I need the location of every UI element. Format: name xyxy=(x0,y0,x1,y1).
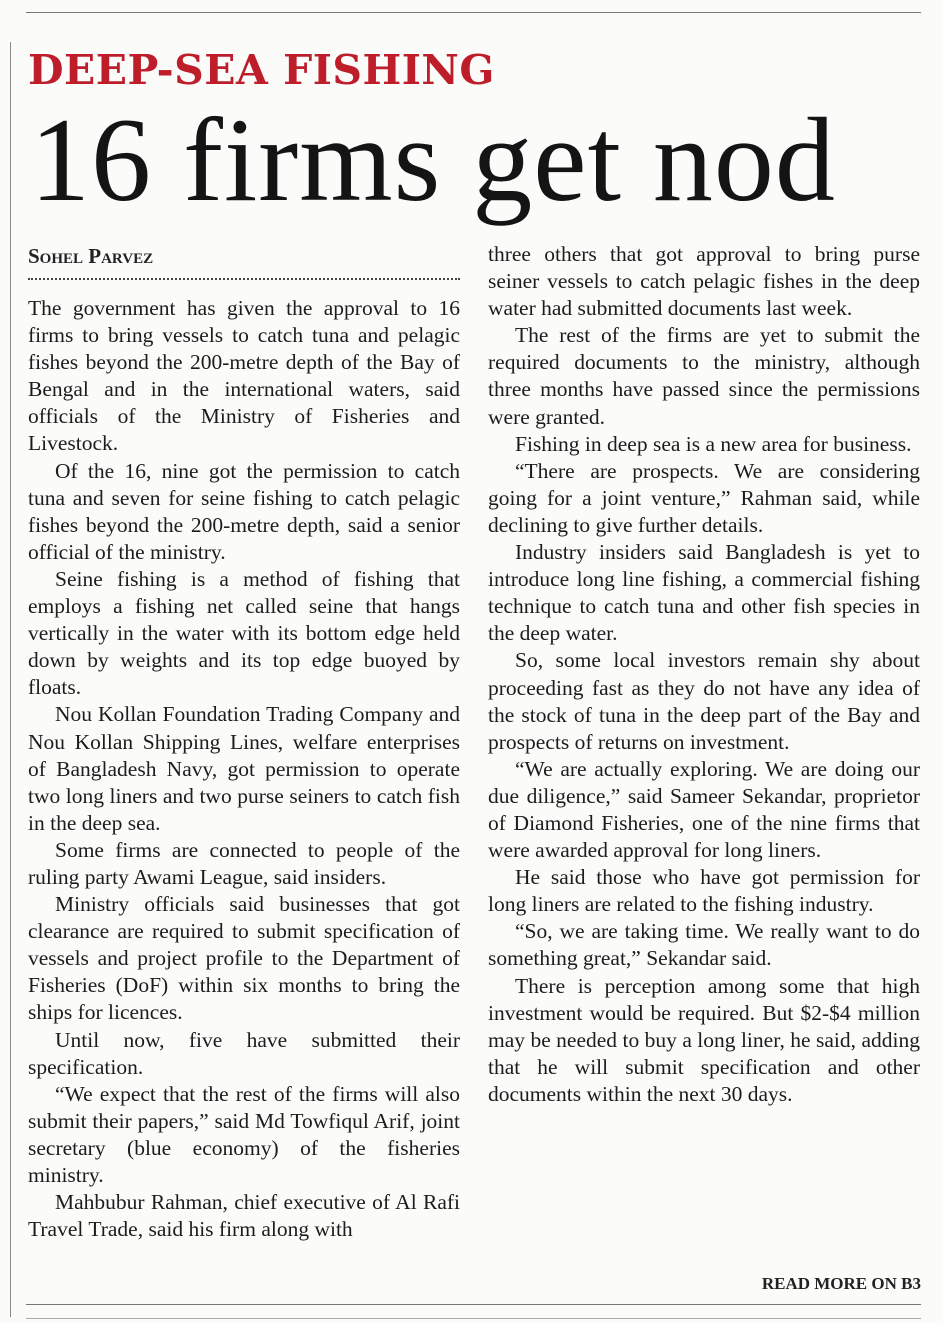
paragraph: “So, we are taking time. We really want to do something great,” Sekandar said. xyxy=(488,919,920,971)
bottom-rule-outer xyxy=(26,1318,921,1319)
paragraph: There is perception among some that high investment would be required. But $2-$4 million may be needed to buy a long liner, he said, adding that he will submit specification and other documents within the next 30 days. xyxy=(488,973,920,1106)
article-column-1 xyxy=(28,295,460,1243)
section-kicker: DEEP-SEA FISHING xyxy=(28,46,495,94)
paragraph: “We are actually exploring. We are doing our due diligence,” said Sameer Sekandar, proprietor of Diamond Fisheries, one of the nine firms that were awarded approval for long liners. xyxy=(488,756,920,863)
paragraph: He said those who have got permission for long liners are related to the fishing industry. xyxy=(488,865,920,917)
paragraph: Industry insiders said Bangladesh is yet to introduce long line fishing, a commercial fishing technique to catch tuna and other fish species in the deep water. xyxy=(488,540,920,646)
paragraph: “There are prospects. We are considering going for a joint venture,” Rahman said, while declining to give further details. xyxy=(488,458,920,537)
paragraph: Of the 16, nine got the permission to catch tuna and seven for seine fishing to catch pelagic fishes beyond the 200-metre depth, said a senior official of the ministry. xyxy=(28,458,460,564)
paragraph: three others that got approval to bring purse seiner vessels to catch pelagic fishes in the deep water had submitted documents last week. xyxy=(488,242,920,321)
paragraph: The rest of the firms are yet to submit the required documents to the ministry, although three months have passed since the permissions were granted. xyxy=(488,323,920,429)
top-rule xyxy=(26,12,921,13)
paragraph: Some firms are connected to people of the ruling party Awami League, said insiders. xyxy=(28,837,460,889)
bottom-rule xyxy=(26,1304,921,1305)
paragraph: Seine fishing is a method of fishing that employs a fishing net called seine that hangs vertically in the water with its bottom edge held down by weights and its top edge buoyed by floats. xyxy=(28,566,460,700)
paragraph: “We expect that the rest of the firms will also submit their papers,” said Md Towfiqul Arif, joint secretary (blue economy) of the fisheries ministry. xyxy=(28,1081,460,1187)
left-rule xyxy=(10,42,11,1317)
paragraph: The government has given the approval to 16 firms to bring vessels to catch tuna and pelagic fishes beyond the 200-metre depth of the Bay of Bengal and in the international waters, said officials of the Ministry of Fisheries and Livestock. xyxy=(28,296,460,456)
paragraph: Until now, five have submitted their specification. xyxy=(28,1027,460,1079)
paragraph: So, some local investors remain shy about proceeding fast as they do not have any idea of the stock of tuna in the deep part of the Bay and prospects of returns on investment. xyxy=(488,648,920,754)
byline-separator xyxy=(28,278,460,280)
paragraph: Ministry officials said businesses that got clearance are required to submit specification of vessels and project profile to the Department of Fisheries (DoF) within six months to bring the ships for licences. xyxy=(28,892,460,1025)
byline: Sohel Parvez xyxy=(28,244,154,268)
article-column-2 xyxy=(488,241,920,1108)
paragraph: Mahbubur Rahman, chief executive of Al Rafi Travel Trade, said his firm along with xyxy=(28,1190,460,1242)
paragraph: Nou Kollan Foundation Trading Company and Nou Kollan Shipping Lines, welfare enterprises of Bangladesh Navy, got permission to operate two long liners and two purse seiners to catch fish in the deep sea. xyxy=(28,702,460,835)
paragraph: Fishing in deep sea is a new area for business. xyxy=(515,431,912,456)
headline: 16 firms get nod xyxy=(30,93,836,226)
read-more-link[interactable]: READ MORE ON B3 xyxy=(761,1274,921,1293)
